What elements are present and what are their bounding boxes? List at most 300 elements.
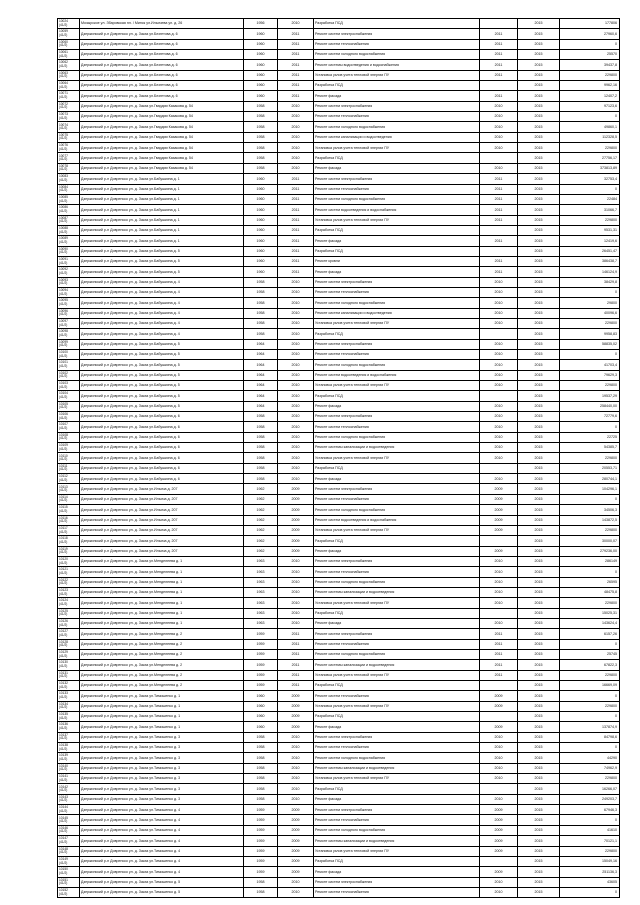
- table-row: [58, 877, 620, 887]
- last-repair-year-cell: 2010: [278, 587, 314, 597]
- plan-from-cell: 2011: [480, 256, 518, 266]
- plan-to-cell: 2015: [518, 39, 560, 49]
- last-repair-year-cell: 2009: [278, 525, 314, 535]
- table-row: [58, 867, 620, 877]
- plan-to-cell: 2015: [518, 608, 560, 618]
- last-repair-year-cell: 2010: [278, 618, 314, 628]
- plan-to-cell: 2015: [518, 60, 560, 70]
- table-row: [58, 29, 620, 39]
- table-row: [58, 505, 620, 515]
- table-row: [58, 784, 620, 794]
- plan-to-cell: 2015: [518, 784, 560, 794]
- build-year-cell: 1958: [244, 132, 278, 142]
- cost-cell: 229800: [560, 670, 620, 680]
- plan-from-cell: 2010: [480, 598, 518, 608]
- work-type-cell: Установка узлов учета тепловой энергии ПУ: [314, 774, 480, 784]
- address-cell: Дзержинский р-н Довренско ул. д. Заказ ул.Бабушкина д. 5: [80, 360, 244, 370]
- build-year-cell: 1960: [244, 691, 278, 701]
- row-id-cell: 10075 (41/2): [58, 132, 80, 142]
- address-cell: Дзержинский р-н Довренско ул. д. Заказ ул.Бабушкина д. 1: [80, 225, 244, 235]
- build-year-cell: 1960: [244, 50, 278, 60]
- plan-from-cell: 2010: [480, 577, 518, 587]
- row-id-cell: 10084 (41/2): [58, 184, 80, 194]
- cost-cell: 280744,1: [560, 474, 620, 484]
- table-row: [58, 453, 620, 463]
- plan-to-cell: 2015: [518, 753, 560, 763]
- last-repair-year-cell: 2010: [278, 753, 314, 763]
- table-row: [58, 463, 620, 473]
- address-cell: Дзержинский р-н Довренско ул. д. Заказ ул.Бабушкина д. 1: [80, 236, 244, 246]
- plan-from-cell: 2011: [480, 194, 518, 204]
- work-type-cell: Ремонт системы канализации и водоотведения: [314, 660, 480, 670]
- address-cell: Дзержинский р-н Довренско ул. д. Заказ ул.Менделеева д. 2: [80, 629, 244, 639]
- plan-from-cell: 2011: [480, 60, 518, 70]
- address-cell: Дзержинский р-н Довренско ул. д. Заказ ул.Ильича д. 207: [80, 484, 244, 494]
- cost-cell: 137874,9: [560, 722, 620, 732]
- table-row: [58, 370, 620, 380]
- row-id-cell: 10096 (41/2): [58, 308, 80, 318]
- address-cell: Дзержинский р-н Довренско ул. д. Заказ ул.Менделеева д. 1: [80, 556, 244, 566]
- row-id-cell: 10088 (41/2): [58, 225, 80, 235]
- work-type-cell: Ремонт систем теплоснабжения: [314, 743, 480, 753]
- cost-cell: 229800: [560, 381, 620, 391]
- build-year-cell: 1958: [244, 277, 278, 287]
- last-repair-year-cell: 2010: [278, 887, 314, 897]
- table-row: [58, 19, 620, 29]
- plan-from-cell: 2010: [480, 122, 518, 132]
- plan-to-cell: 2015: [518, 432, 560, 442]
- cost-cell: 0: [560, 691, 620, 701]
- last-repair-year-cell: 2011: [278, 174, 314, 184]
- cost-cell: 229800: [560, 525, 620, 535]
- build-year-cell: 1960: [244, 225, 278, 235]
- row-id-cell: 10091 (41/2): [58, 256, 80, 266]
- last-repair-year-cell: 2010: [278, 143, 314, 153]
- last-repair-year-cell: 2010: [278, 122, 314, 132]
- address-cell: Дзержинский р-н Довренско ул. д. Заказ ул.Бабушкина д. 6: [80, 412, 244, 422]
- last-repair-year-cell: 2011: [278, 70, 314, 80]
- plan-to-cell: 2015: [518, 339, 560, 349]
- last-repair-year-cell: 2010: [278, 877, 314, 887]
- address-cell: Дзержинский р-н Довренско ул. д. Заказ ул.Ильича д. 207: [80, 525, 244, 535]
- work-type-cell: Установка узлов учета тепловой энергии ПУ: [314, 846, 480, 856]
- build-year-cell: 1959: [244, 639, 278, 649]
- cost-cell: 0: [560, 712, 620, 722]
- plan-to-cell: 2015: [518, 515, 560, 525]
- last-repair-year-cell: 2010: [278, 412, 314, 422]
- work-type-cell: Ремонт систем водоотведения и водоснабжения: [314, 205, 480, 215]
- address-cell: Дзержинский р-н Довренско ул. д. Заказ ул.Тимошенко д. 1: [80, 691, 244, 701]
- address-cell: Дзержинский р-н Довренско ул. д. Заказ ул.Тимошенко д. 5: [80, 877, 244, 887]
- plan-from-cell: 2011: [480, 205, 518, 215]
- table-row: [58, 225, 620, 235]
- address-cell: Дзержинский р-н Довренско ул. д. Заказ ул.Безгетова д. 6: [80, 91, 244, 101]
- plan-from-cell: 2009: [480, 525, 518, 535]
- build-year-cell: 1962: [244, 546, 278, 556]
- cost-cell: 27756,17: [560, 153, 620, 163]
- row-id-cell: 10110 (41/2): [58, 453, 80, 463]
- row-id-cell: 10112 (41/2): [58, 474, 80, 484]
- build-year-cell: 1963: [244, 587, 278, 597]
- work-type-cell: Ремонт систем канализации и водоотведения: [314, 132, 480, 142]
- work-type-cell: Ремонт систем теплоснабжения: [314, 287, 480, 297]
- row-id-cell: 10147 (41/2): [58, 836, 80, 846]
- cost-cell: 79629,3: [560, 370, 620, 380]
- row-id-cell: 10099 (41/2): [58, 339, 80, 349]
- table-row: [58, 515, 620, 525]
- last-repair-year-cell: 2011: [278, 649, 314, 659]
- last-repair-year-cell: 2009: [278, 701, 314, 711]
- plan-from-cell: 2010: [480, 877, 518, 887]
- table-row: [58, 525, 620, 535]
- address-cell: Дзержинский р-н Довренско ул. д. Заказ ул.Тимошенко д. 3: [80, 763, 244, 773]
- last-repair-year-cell: 2011: [278, 629, 314, 639]
- plan-to-cell: 2015: [518, 184, 560, 194]
- build-year-cell: 1962: [244, 536, 278, 546]
- plan-from-cell: 2009: [480, 867, 518, 877]
- cost-cell: 177806: [560, 19, 620, 29]
- build-year-cell: 1958: [244, 101, 278, 111]
- row-id-cell: 10127 (41/2): [58, 629, 80, 639]
- cost-cell: 16266,07: [560, 784, 620, 794]
- build-year-cell: 1960: [244, 29, 278, 39]
- plan-to-cell: 2015: [518, 153, 560, 163]
- row-id-cell: 10061 (41/2): [58, 50, 80, 60]
- last-repair-year-cell: 2009: [278, 867, 314, 877]
- address-cell: Дзержинский р-н Довренско ул. д. Заказ ул.Бабушкина д. 4: [80, 329, 244, 339]
- last-repair-year-cell: 2009: [278, 815, 314, 825]
- plan-from-cell: [480, 329, 518, 339]
- plan-to-cell: 2015: [518, 215, 560, 225]
- plan-to-cell: 2015: [518, 101, 560, 111]
- cost-cell: 15049,16: [560, 856, 620, 866]
- address-cell: Дзержинский р-н Довренско ул. д. Заказ ул.Бабушкина д. 6: [80, 422, 244, 432]
- table-row: [58, 132, 620, 142]
- row-id-cell: 10119 (41/2): [58, 546, 80, 556]
- build-year-cell: 1958: [244, 318, 278, 328]
- address-cell: Дзержинский р-н Довренско ул. д. Заказ ул.Тимошенко д. 4: [80, 867, 244, 877]
- row-id-cell: 10122 (41/2): [58, 577, 80, 587]
- row-id-cell: 10108 (41/2): [58, 432, 80, 442]
- last-repair-year-cell: 2011: [278, 267, 314, 277]
- row-id-cell: 10133 (41/2): [58, 691, 80, 701]
- table-body: [58, 19, 620, 898]
- build-year-cell: 1959: [244, 670, 278, 680]
- build-year-cell: 1960: [244, 70, 278, 80]
- plan-to-cell: 2015: [518, 794, 560, 804]
- row-id-cell: 10104 (41/2): [58, 391, 80, 401]
- row-id-cell: 10076 (41/2): [58, 143, 80, 153]
- plan-to-cell: 2015: [518, 505, 560, 515]
- table-row: [58, 91, 620, 101]
- row-id-cell: 10107 (41/2): [58, 422, 80, 432]
- plan-from-cell: [480, 608, 518, 618]
- build-year-cell: 1958: [244, 753, 278, 763]
- row-id-cell: 10135 (41/2): [58, 712, 80, 722]
- work-type-cell: Ремонт систем электроснабжения: [314, 339, 480, 349]
- row-id-cell: 10116 (41/2): [58, 515, 80, 525]
- table-row: [58, 194, 620, 204]
- build-year-cell: 1960: [244, 39, 278, 49]
- build-year-cell: 1960: [244, 205, 278, 215]
- row-id-cell: 10121 (41/2): [58, 567, 80, 577]
- plan-from-cell: 2011: [480, 649, 518, 659]
- plan-to-cell: 2015: [518, 484, 560, 494]
- last-repair-year-cell: 2010: [278, 132, 314, 142]
- work-type-cell: Разработка ПСД: [314, 463, 480, 473]
- plan-from-cell: 2010: [480, 401, 518, 411]
- build-year-cell: 1964: [244, 339, 278, 349]
- work-type-cell: Установка узлов учета тепловой энергии ПУ: [314, 381, 480, 391]
- build-year-cell: 1959: [244, 836, 278, 846]
- row-id-cell: 10105 (41/2): [58, 401, 80, 411]
- work-type-cell: Установка узлов учета тепловой энергии ПУ: [314, 215, 480, 225]
- last-repair-year-cell: 2010: [278, 101, 314, 111]
- address-cell: Дзержинский р-н Довренско ул. д. Заказ ул.Бабушкина д. 5: [80, 267, 244, 277]
- cost-cell: 279236,00: [560, 546, 620, 556]
- work-type-cell: Установка узлов учета тепловой энергии ПУ: [314, 701, 480, 711]
- row-id-cell: 10145 (41/2): [58, 815, 80, 825]
- row-id-cell: 10138 (41/2): [58, 743, 80, 753]
- table-row: [58, 618, 620, 628]
- table-row: [58, 339, 620, 349]
- address-cell: Дзержинский р-н Довренско ул. д. Заказ ул.Гвардии Казакова д. 54: [80, 101, 244, 111]
- plan-to-cell: 2015: [518, 246, 560, 256]
- plan-to-cell: 2015: [518, 381, 560, 391]
- plan-from-cell: 2010: [480, 474, 518, 484]
- plan-from-cell: 2011: [480, 660, 518, 670]
- plan-from-cell: [480, 246, 518, 256]
- plan-to-cell: 2015: [518, 774, 560, 784]
- last-repair-year-cell: 2010: [278, 277, 314, 287]
- plan-from-cell: 2009: [480, 846, 518, 856]
- build-year-cell: 1960: [244, 194, 278, 204]
- plan-from-cell: 2011: [480, 184, 518, 194]
- work-type-cell: Ремонт систем теплоснабжения: [314, 691, 480, 701]
- last-repair-year-cell: 2009: [278, 846, 314, 856]
- cost-cell: 22484: [560, 194, 620, 204]
- work-type-cell: Ремонт систем теплоснабжения: [314, 887, 480, 897]
- build-year-cell: 1959: [244, 649, 278, 659]
- last-repair-year-cell: 2010: [278, 453, 314, 463]
- address-cell: Дзержинский р-н Довренско ул. д. Заказ ул.Тимошенко д. 3: [80, 794, 244, 804]
- work-type-cell: Ремонт систем холодного водоснабжения: [314, 432, 480, 442]
- plan-from-cell: 2011: [480, 70, 518, 80]
- table-row: [58, 422, 620, 432]
- address-cell: Дзержинский р-н Довренско ул. д. Заказ ул.Безгетова д. 6: [80, 70, 244, 80]
- cost-cell: 25745: [560, 649, 620, 659]
- plan-from-cell: 2010: [480, 422, 518, 432]
- address-cell: Дзержинский р-н Довренско ул. д. Заказ ул.Тимошенко д. 4: [80, 836, 244, 846]
- table-row: [58, 587, 620, 597]
- address-cell: Дзержинский р-н Довренско ул. д. Заказ ул.Тимошенко д. 4: [80, 805, 244, 815]
- plan-from-cell: [480, 712, 518, 722]
- address-cell: Дзержинский р-н Довренско ул. д. Заказ ул.Тимошенко д. 3: [80, 774, 244, 784]
- address-cell: Мозырское ул. Збаровская пл. / Mинск ул.Ильичева ул. д. 26: [80, 19, 244, 29]
- plan-to-cell: 2015: [518, 681, 560, 691]
- row-id-cell: 10128 (41/2): [58, 639, 80, 649]
- row-id-cell: 10074 (41/2): [58, 122, 80, 132]
- build-year-cell: 1958: [244, 163, 278, 173]
- cost-cell: 0: [560, 815, 620, 825]
- plan-to-cell: 2015: [518, 546, 560, 556]
- cost-cell: 74962,9: [560, 763, 620, 773]
- build-year-cell: 1960: [244, 256, 278, 266]
- row-id-cell: 10062 (41/2): [58, 60, 80, 70]
- row-id-cell: 10118 (41/2): [58, 536, 80, 546]
- row-id-cell: 10132 (41/2): [58, 681, 80, 691]
- cost-cell: 9531,31: [560, 225, 620, 235]
- build-year-cell: 1962: [244, 484, 278, 494]
- cost-cell: 229800: [560, 774, 620, 784]
- plan-from-cell: [480, 856, 518, 866]
- address-cell: Дзержинский р-н Довренско ул. д. Заказ ул.Бабушкина д. 1: [80, 205, 244, 215]
- address-cell: Дзержинский р-н Довренско ул. д. Заказ ул.Гвардии Казакова д. 54: [80, 153, 244, 163]
- row-id-cell: 10125 (41/2): [58, 608, 80, 618]
- build-year-cell: 1958: [244, 422, 278, 432]
- plan-to-cell: 2015: [518, 287, 560, 297]
- work-type-cell: Разработка ПСД: [314, 712, 480, 722]
- cost-cell: 229800: [560, 143, 620, 153]
- work-type-cell: Ремонт систем холодного водоснабжения: [314, 360, 480, 370]
- build-year-cell: 1964: [244, 391, 278, 401]
- address-cell: Дзержинский р-н Довренско ул. д. Заказ ул.Менделеева д. 2: [80, 649, 244, 659]
- cost-cell: 9962,16: [560, 81, 620, 91]
- row-id-cell: 10101 (41/2): [58, 360, 80, 370]
- plan-from-cell: 2011: [480, 50, 518, 60]
- work-type-cell: Ремонт систем электроснабжения: [314, 556, 480, 566]
- work-type-cell: Ремонт систем теплоснабжения: [314, 494, 480, 504]
- build-year-cell: 1958: [244, 463, 278, 473]
- table-row: [58, 318, 620, 328]
- cost-cell: 20553,71: [560, 463, 620, 473]
- address-cell: Дзержинский р-н Довренско ул. д. Заказ ул.Тимошенко д. 1: [80, 722, 244, 732]
- work-type-cell: Установка узлов учета тепловой энергии ПУ: [314, 598, 480, 608]
- plan-to-cell: 2015: [518, 763, 560, 773]
- address-cell: Дзержинский р-н Довренско ул. д. Заказ ул.Бабушкина д. 1: [80, 174, 244, 184]
- plan-to-cell: 2015: [518, 443, 560, 453]
- table-row: [58, 805, 620, 815]
- cost-cell: 386438,7: [560, 256, 620, 266]
- table-row: [58, 763, 620, 773]
- build-year-cell: 1958: [244, 112, 278, 122]
- row-id-cell: 10093 (41/2): [58, 277, 80, 287]
- build-year-cell: 1958: [244, 732, 278, 742]
- cost-cell: 41703,4: [560, 360, 620, 370]
- work-type-cell: Установка узлов учета тепловой энергии ПУ: [314, 525, 480, 535]
- table-row: [58, 660, 620, 670]
- build-year-cell: 1958: [244, 784, 278, 794]
- plan-to-cell: 2015: [518, 463, 560, 473]
- plan-to-cell: 2015: [518, 453, 560, 463]
- last-repair-year-cell: 2010: [278, 743, 314, 753]
- cost-cell: 0: [560, 287, 620, 297]
- plan-to-cell: 2015: [518, 722, 560, 732]
- plan-to-cell: 2015: [518, 691, 560, 701]
- table-row: [58, 112, 620, 122]
- plan-from-cell: 2010: [480, 308, 518, 318]
- plan-to-cell: 2015: [518, 422, 560, 432]
- address-cell: Дзержинский р-н Довренско ул. д. Заказ ул.Менделеева д. 2: [80, 681, 244, 691]
- row-id-cell: 10111 (41/2): [58, 463, 80, 473]
- work-type-cell: Ремонт фасада: [314, 722, 480, 732]
- last-repair-year-cell: 2011: [278, 236, 314, 246]
- table-row: [58, 205, 620, 215]
- row-id-cell: 10143 (41/2): [58, 794, 80, 804]
- last-repair-year-cell: 2011: [278, 225, 314, 235]
- table-row: [58, 670, 620, 680]
- work-type-cell: Разработка ПСД: [314, 608, 480, 618]
- cost-cell: 0: [560, 112, 620, 122]
- address-cell: Дзержинский р-н Довренско ул. д. Заказ ул.Бабушкина д. 1: [80, 184, 244, 194]
- address-cell: Дзержинский р-н Довренско ул. д. Заказ ул.Гвардии Казакова д. 54: [80, 163, 244, 173]
- table-row: [58, 701, 620, 711]
- table-row: [58, 484, 620, 494]
- last-repair-year-cell: 2009: [278, 836, 314, 846]
- plan-from-cell: 2011: [480, 215, 518, 225]
- last-repair-year-cell: 2009: [278, 712, 314, 722]
- last-repair-year-cell: 2010: [278, 567, 314, 577]
- address-cell: Дзержинский р-н Довренско ул. д. Заказ ул.Бабушкина д. 4: [80, 298, 244, 308]
- cost-cell: 0: [560, 494, 620, 504]
- cost-cell: 84798,6: [560, 732, 620, 742]
- table-row: [58, 546, 620, 556]
- address-cell: Дзержинский р-н Довренско ул. д. Заказ ул.Ильича д. 207: [80, 505, 244, 515]
- cost-cell: 44290: [560, 753, 620, 763]
- address-cell: Дзержинский р-н Довренско ул. д. Заказ ул.Бабушкина д. 4: [80, 308, 244, 318]
- plan-from-cell: 2011: [480, 639, 518, 649]
- last-repair-year-cell: 2009: [278, 805, 314, 815]
- table-row: [58, 722, 620, 732]
- address-cell: Дзержинский р-н Довренско ул. д. Заказ ул.Тимошенко д. 3: [80, 753, 244, 763]
- last-repair-year-cell: 2009: [278, 722, 314, 732]
- build-year-cell: 1960: [244, 60, 278, 70]
- last-repair-year-cell: 2010: [278, 794, 314, 804]
- work-type-cell: Ремонт системы канализации и водоотведения: [314, 836, 480, 846]
- last-repair-year-cell: 2010: [278, 370, 314, 380]
- address-cell: Дзержинский р-н Довренско ул. д. Заказ ул.Безгетова д. 6: [80, 39, 244, 49]
- row-id-cell: 10073 (41/2): [58, 112, 80, 122]
- table-row: [58, 743, 620, 753]
- address-cell: Дзержинский р-н Довренско ул. д. Заказ ул.Гвардии Казакова д. 54: [80, 122, 244, 132]
- address-cell: Дзержинский р-н Довренско ул. д. Заказ ул.Тимошенко д. 1: [80, 712, 244, 722]
- row-id-cell: 10113 (41/2): [58, 484, 80, 494]
- plan-from-cell: 2010: [480, 743, 518, 753]
- table-row: [58, 598, 620, 608]
- address-cell: Дзержинский р-н Довренско ул. д. Заказ ул.Гвардии Казакова д. 54: [80, 112, 244, 122]
- build-year-cell: 1958: [244, 432, 278, 442]
- work-type-cell: Установка узлов учета тепловой энергии ПУ: [314, 453, 480, 463]
- address-cell: Дзержинский р-н Довренско ул. д. Заказ ул.Бабушкина д. 5: [80, 381, 244, 391]
- cost-cell: 26595: [560, 577, 620, 587]
- table-row: [58, 277, 620, 287]
- cost-cell: 0: [560, 887, 620, 897]
- cost-cell: 40096,6: [560, 308, 620, 318]
- row-id-cell: 10149 (41/2): [58, 856, 80, 866]
- cost-cell: 0: [560, 743, 620, 753]
- last-repair-year-cell: 2010: [278, 381, 314, 391]
- plan-to-cell: 2015: [518, 670, 560, 680]
- row-id-cell: 10151 (41/2): [58, 877, 80, 887]
- address-cell: Дзержинский р-н Довренско ул. д. Заказ ул.Бабушкина д. 5: [80, 246, 244, 256]
- plan-from-cell: 2009: [480, 722, 518, 732]
- plan-from-cell: 2011: [480, 39, 518, 49]
- address-cell: Дзержинский р-н Довренско ул. д. Заказ ул.Бабушкина д. 5: [80, 401, 244, 411]
- work-type-cell: Ремонт систем электроснабжения: [314, 174, 480, 184]
- plan-to-cell: 2015: [518, 401, 560, 411]
- row-id-cell: 10141 (41/2): [58, 774, 80, 784]
- address-cell: Дзержинский р-н Довренско ул. д. Заказ ул.Безгетова д. 6: [80, 81, 244, 91]
